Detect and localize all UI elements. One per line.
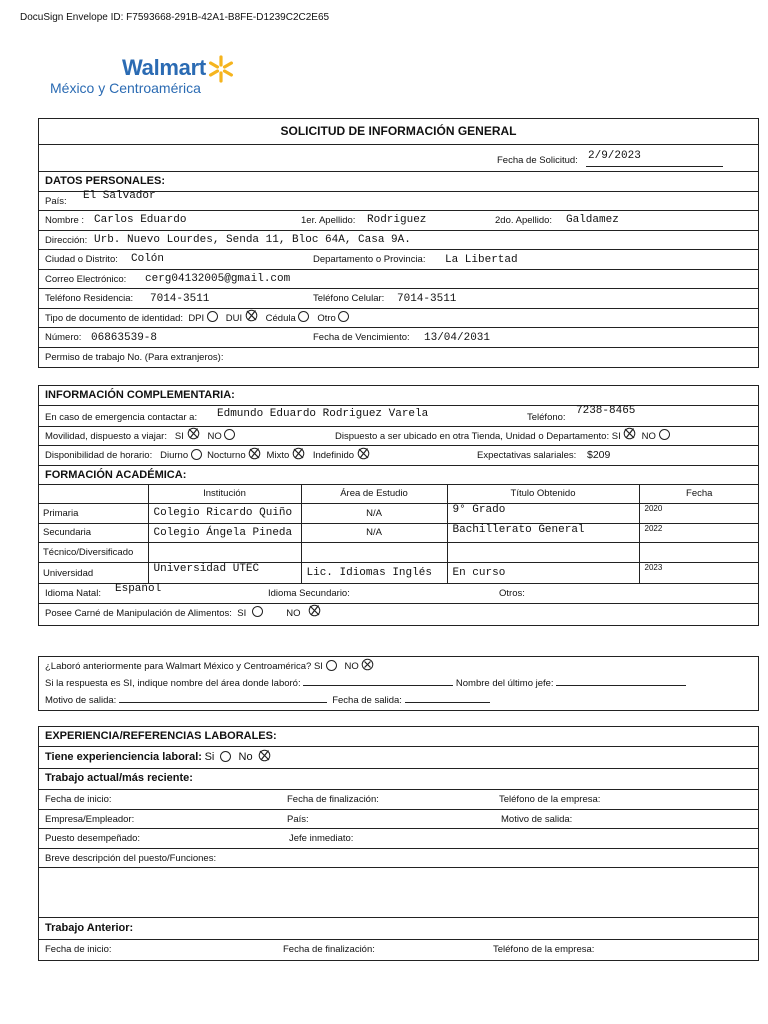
apellido1-value[interactable]: Rodriguez	[367, 214, 427, 226]
fecha-inicio-label: Fecha de inicio:	[45, 794, 112, 805]
direccion-label: Dirección:	[45, 234, 88, 246]
documento-label: Tipo de documento de identidad:	[45, 312, 184, 324]
ultimo-jefe-label: Nombre del último jefe:	[455, 678, 554, 689]
motivo-salida-exp-label: Motivo de salida:	[501, 813, 573, 825]
dpi-label: DPI	[188, 312, 205, 324]
nivel-cell: Secundaria	[38, 523, 148, 543]
apellido2-label: 2do. Apellido:	[495, 215, 553, 226]
header-institucion: Institución	[148, 484, 301, 504]
telefono-empresa-label: Teléfono de la empresa:	[499, 794, 601, 805]
fecha-solicitud-label: Fecha de Solicitud:	[497, 155, 578, 166]
ubicacion-label: Dispuesto a ser ubicado en otra Tienda, Unidad o Departamento:	[335, 430, 610, 442]
horario-row	[45, 446, 370, 465]
telefono-emergencia-value[interactable]: 7238-8465	[576, 404, 636, 417]
trabajo-anterior-heading: Trabajo Anterior:	[45, 922, 134, 934]
jefe-inmediato-label: Jefe inmediato:	[289, 833, 354, 844]
movilidad-row	[45, 427, 235, 446]
carne-label: Posee Carné de Manipulación de Alimentos:	[45, 607, 232, 619]
vencimiento-value[interactable]: 13/04/2031	[424, 332, 491, 344]
logo-brand: Walmart	[122, 55, 206, 80]
fecha-finalizacion-label: Fecha de finalización:	[287, 794, 379, 805]
header-area: Área de Estudio	[301, 484, 447, 504]
ciudad-value[interactable]: Colón	[131, 253, 165, 265]
walmart-previo-si-label: SI	[313, 661, 323, 672]
table-row	[38, 504, 759, 524]
carne-no-radio-checked[interactable]	[308, 604, 321, 617]
correo-value[interactable]: cerg04132005@gmail.com	[145, 272, 291, 285]
motivo-salida-label: Motivo de salida:	[45, 695, 117, 706]
area-cell[interactable]: N/A	[301, 504, 447, 524]
anterior-fecha-finalizacion-label: Fecha de finalización:	[283, 944, 375, 955]
walmart-previo-q1	[45, 658, 374, 675]
vencimiento-label: Fecha de Vencimiento:	[313, 332, 410, 343]
ubicacion-row	[335, 427, 670, 446]
walmart-previo-q2	[45, 675, 686, 692]
telefono-residencia-label: Teléfono Residencia:	[45, 293, 134, 304]
diurno-label: Diurno	[160, 450, 189, 461]
tiene-experiencia-row	[45, 748, 271, 767]
institucion-cell[interactable]: Colegio Ricardo Quiño	[148, 504, 301, 524]
otro-radio[interactable]	[338, 311, 349, 322]
nivel-cell: Técnico/Diversificado	[38, 543, 148, 563]
anterior-telefono-empresa-label: Teléfono de la empresa:	[493, 944, 595, 955]
nivel-cell: Primaria	[38, 504, 148, 524]
documento-row	[45, 309, 349, 328]
nombre-label: Nombre :	[45, 215, 85, 226]
envelope-id: DocuSign Envelope ID: F7593668-291B-42A1-B8FE-D1239C2C2E65	[20, 12, 330, 23]
telefono-emergencia-label: Teléfono:	[527, 411, 566, 423]
ubicacion-si-label: SI	[611, 430, 621, 442]
nocturno-radio-checked[interactable]	[248, 447, 261, 460]
emergencia-label: En caso de emergencia contactar a:	[45, 411, 198, 423]
fecha-salida-label: Fecha de salida:	[332, 695, 402, 706]
emergencia-value[interactable]: Edmundo Eduardo Rodriguez Varela	[217, 407, 429, 420]
movilidad-si-radio-checked[interactable]	[187, 427, 200, 440]
tiene-experiencia-label: Tiene experienciencia laboral:	[45, 751, 202, 763]
mixto-radio-checked[interactable]	[292, 447, 305, 460]
header-fecha: Fecha	[639, 484, 759, 504]
numero-value[interactable]: 06863539-8	[91, 332, 158, 344]
nombre-value[interactable]: Carlos Eduardo	[94, 214, 187, 226]
walmart-previo-si-radio[interactable]	[326, 660, 337, 671]
institucion-cell[interactable]: Universidad UTEC	[148, 562, 301, 584]
telefono-celular-value[interactable]: 7014-3511	[397, 293, 457, 305]
spark-icon	[207, 55, 235, 83]
walmart-previo-no-radio-checked[interactable]	[361, 658, 374, 671]
fecha-solicitud-value[interactable]: 2/9/2023	[588, 150, 641, 162]
dui-radio-checked[interactable]	[245, 309, 258, 322]
header-blank	[38, 484, 148, 504]
indefinido-label: Indefinido	[312, 450, 355, 461]
experiencia-section	[38, 726, 759, 961]
titulo-cell[interactable]: 9° Grado	[447, 504, 639, 524]
departamento-label: Departamento o Provincia:	[313, 254, 426, 265]
movilidad-no-label: NO	[207, 430, 222, 442]
area-laboro-label: Si la respuesta es SI, indique nombre del área donde laboró:	[45, 678, 301, 689]
experiencia-no-radio-checked[interactable]	[258, 749, 271, 762]
area-cell[interactable]: N/A	[301, 523, 447, 543]
fecha-cell[interactable]: 2022	[639, 523, 759, 543]
empresa-label: Empresa/Empleador:	[45, 813, 135, 825]
nivel-cell: Universidad	[38, 562, 148, 584]
carne-row	[45, 604, 321, 623]
experiencia-si-radio[interactable]	[220, 751, 231, 762]
otro-label: Otro	[317, 312, 336, 324]
descripcion-field[interactable]	[39, 868, 758, 918]
fecha-cell[interactable]	[639, 543, 759, 563]
expectativas-label: Expectativas salariales:	[477, 450, 577, 461]
titulo-cell[interactable]: Bachillerato General	[447, 523, 639, 543]
trabajo-actual-heading: Trabajo actual/más reciente:	[45, 772, 193, 784]
dui-label: DUI	[225, 312, 243, 324]
idioma-natal-value[interactable]: Español	[115, 583, 162, 595]
telefono-celular-label: Teléfono Celular:	[313, 293, 385, 304]
table-row	[38, 523, 759, 543]
table-row	[38, 562, 759, 584]
apellido1-label: 1er. Apellido:	[301, 215, 356, 226]
fecha-salida-field[interactable]	[405, 693, 490, 703]
telefono-residencia-value[interactable]: 7014-3511	[150, 293, 210, 305]
pais-label: País:	[45, 195, 67, 207]
walmart-previo-no-label: NO	[344, 661, 359, 672]
ultimo-jefe-field[interactable]	[556, 676, 686, 686]
titulo-cell[interactable]: En curso	[447, 562, 639, 584]
otros-label: Otros:	[499, 588, 525, 599]
ubicacion-no-label: NO	[641, 430, 656, 442]
anterior-fecha-inicio-label: Fecha de inicio:	[45, 944, 112, 955]
academica-heading: FORMACIÓN ACADÉMICA:	[45, 468, 187, 481]
dpi-radio[interactable]	[207, 311, 218, 322]
permiso-label: Permiso de trabajo No. (Para extranjeros):	[45, 351, 224, 363]
carne-no-label: NO	[286, 607, 301, 619]
area-laboro-field[interactable]	[303, 676, 453, 686]
experiencia-si-label: Si	[204, 751, 215, 763]
academic-table	[38, 484, 759, 584]
form-title: SOLICITUD DE INFORMACIÓN GENERAL	[280, 124, 517, 138]
complementaria-heading: INFORMACIÓN COMPLEMENTARIA:	[45, 389, 235, 401]
titulo-cell[interactable]	[447, 543, 639, 563]
apellido2-value[interactable]: Galdamez	[566, 214, 619, 226]
departamento-value[interactable]: La Libertad	[445, 254, 518, 266]
experiencia-no-label: No	[238, 751, 253, 763]
datos-personales-heading: DATOS PERSONALES:	[45, 175, 165, 187]
pais-value[interactable]: El Salvador	[83, 189, 156, 202]
walmart-previo-q3	[45, 692, 490, 709]
puesto-label: Puesto desempeñado:	[45, 833, 141, 844]
movilidad-label: Movilidad, dispuesto a viajar:	[45, 430, 167, 442]
indefinido-radio-checked[interactable]	[357, 447, 370, 460]
institucion-cell[interactable]: Colegio Ángela Pineda	[148, 523, 301, 543]
descripcion-label: Breve descripción del puesto/Funciones:	[45, 852, 217, 864]
ubicacion-si-radio-checked[interactable]	[623, 427, 636, 440]
ciudad-label: Ciudad o Distrito:	[45, 254, 118, 265]
numero-label: Número:	[45, 332, 82, 343]
walmart-previo-question: ¿Laboró anteriormente para Walmart México y Centroamérica?	[45, 661, 312, 672]
idioma-natal-label: Idioma Natal:	[45, 588, 101, 599]
motivo-salida-field[interactable]	[119, 693, 327, 703]
complementaria-section	[38, 385, 759, 626]
logo-subtitle: México y Centroamérica	[50, 80, 201, 96]
carne-si-radio[interactable]	[252, 606, 263, 617]
institucion-cell[interactable]	[148, 543, 301, 563]
direccion-value[interactable]: Urb. Nuevo Lourdes, Senda 11, Bloc 64A, Casa 9A.	[94, 233, 411, 246]
idioma-secundario-label: Idioma Secundario:	[268, 588, 350, 599]
area-cell[interactable]	[301, 543, 447, 563]
expectativas-value[interactable]: $209	[587, 449, 611, 461]
movilidad-no-radio[interactable]	[224, 429, 235, 440]
table-row	[38, 543, 759, 563]
academic-header-row	[38, 484, 759, 504]
fecha-cell[interactable]: 2020	[639, 504, 759, 524]
movilidad-si-label: SI	[174, 430, 184, 442]
fecha-cell[interactable]: 2023	[639, 562, 759, 584]
ubicacion-no-radio[interactable]	[659, 429, 670, 440]
horario-label: Disponibilidad de horario:	[45, 450, 153, 461]
solicitud-section	[38, 118, 759, 368]
header-titulo: Título Obtenido	[447, 484, 639, 504]
correo-label: Correo Electrónico:	[45, 273, 127, 285]
experiencia-heading: EXPERIENCIA/REFERENCIAS LABORALES:	[45, 730, 277, 742]
cedula-label: Cédula	[265, 312, 296, 324]
diurno-radio[interactable]	[191, 449, 202, 460]
pais-empresa-label: País:	[287, 813, 309, 825]
area-cell[interactable]: Lic. Idiomas Inglés	[301, 562, 447, 584]
carne-si-label: SI	[237, 607, 247, 619]
cedula-radio[interactable]	[298, 311, 309, 322]
nocturno-label: Nocturno	[207, 450, 246, 461]
mixto-label: Mixto	[266, 450, 290, 461]
walmart-previo-section	[38, 656, 759, 711]
